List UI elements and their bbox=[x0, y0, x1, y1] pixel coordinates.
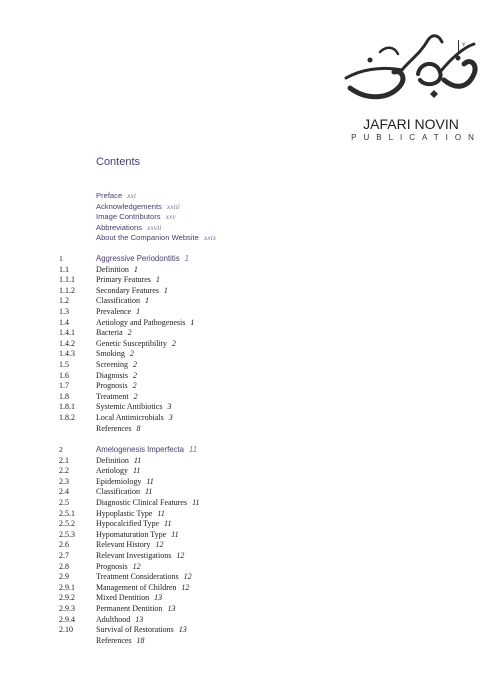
entry-text bbox=[96, 445, 197, 456]
entry-label: Amelogenesis Imperfecta bbox=[96, 445, 184, 454]
front-matter-item[interactable] bbox=[96, 202, 216, 213]
entry-number: 2.10 bbox=[59, 625, 73, 635]
entry-page: 1 bbox=[184, 254, 189, 263]
entry-label: Systemic Antibiotics bbox=[96, 402, 163, 412]
entry-text bbox=[96, 625, 187, 636]
entry-text bbox=[96, 424, 141, 435]
entry-number: 2.2 bbox=[59, 466, 69, 476]
entry-page: 11 bbox=[133, 466, 141, 476]
entry-text bbox=[96, 636, 145, 647]
entry-label: Genetic Susceptibility bbox=[96, 338, 167, 348]
entry-number: 2.5.2 bbox=[59, 519, 75, 529]
entry-label: Relevant Investigations bbox=[96, 550, 172, 560]
entry-page: 11 bbox=[157, 508, 165, 518]
entry-label: Survival of Restorations bbox=[96, 625, 174, 635]
entry-number: 1.4.1 bbox=[59, 328, 75, 338]
entry-text bbox=[96, 307, 140, 318]
entry-label: Epidemiology bbox=[96, 476, 142, 486]
entry-page: 8 bbox=[136, 423, 141, 433]
entry-label: Definition bbox=[96, 455, 129, 465]
entry-number: 2.5.1 bbox=[59, 508, 75, 518]
entry-number: 1.1 bbox=[59, 264, 69, 274]
entry-page: 2 bbox=[133, 370, 137, 380]
entry-page: 1 bbox=[190, 317, 195, 327]
entry-label: Primary Features bbox=[96, 275, 151, 285]
entry-text bbox=[96, 477, 154, 488]
entry-label: Prevalence bbox=[96, 306, 132, 316]
entry-number: 2.9.1 bbox=[59, 582, 75, 592]
entry-label: Mixed Dentition bbox=[96, 593, 150, 603]
entry-page: 2 bbox=[133, 391, 138, 401]
entry-number: 2.9.3 bbox=[59, 603, 75, 613]
entry-text bbox=[96, 275, 160, 286]
entry-number: 1.1.2 bbox=[59, 285, 75, 295]
entry-page: 13 bbox=[154, 593, 163, 603]
entry-text bbox=[96, 604, 175, 615]
entry-page: xxix bbox=[203, 233, 217, 243]
entry-label: Hypocalcified Type bbox=[96, 519, 160, 529]
entry-label: Screening bbox=[96, 359, 128, 369]
entry-label: Adulthood bbox=[96, 614, 131, 624]
entry-text bbox=[96, 381, 137, 392]
front-matter-list bbox=[96, 191, 216, 244]
entry-page: xxiii bbox=[166, 201, 180, 211]
entry-page: 1 bbox=[163, 285, 168, 295]
entry-number: 2.3 bbox=[59, 476, 69, 486]
entry-text bbox=[96, 456, 141, 467]
entry-text bbox=[96, 371, 137, 382]
entry-text bbox=[96, 540, 163, 551]
entry-text bbox=[96, 318, 194, 329]
entry-label: Preface bbox=[96, 191, 123, 200]
front-matter-item[interactable] bbox=[96, 191, 216, 202]
entry-number: 2.4 bbox=[59, 487, 69, 497]
entry-page: 13 bbox=[178, 625, 187, 635]
entry-label: References bbox=[96, 423, 132, 433]
entry-page: xxvii bbox=[147, 222, 162, 232]
entry-text bbox=[96, 286, 168, 297]
entry-page: 13 bbox=[135, 614, 144, 624]
entry-label: Treatment Considerations bbox=[96, 572, 179, 582]
entry-number: 2.5.3 bbox=[59, 529, 75, 539]
entry-label: About the Companion Website bbox=[96, 233, 199, 243]
entry-text bbox=[96, 413, 173, 424]
publisher-brand: JAFARI NOVIN bbox=[363, 116, 459, 132]
entry-label: Acknowledgements bbox=[96, 201, 162, 211]
entry-page: 11 bbox=[188, 445, 198, 454]
entry-label: Diagnosis bbox=[96, 370, 128, 380]
entry-text bbox=[96, 519, 171, 530]
entry-text bbox=[96, 530, 179, 541]
entry-page: 1 bbox=[155, 275, 160, 285]
entry-label: Relevant History bbox=[96, 540, 151, 550]
entry-page: 2 bbox=[171, 338, 176, 348]
entry-page: 18 bbox=[136, 635, 145, 645]
entry-text bbox=[96, 572, 192, 583]
entry-label: Abbreviations bbox=[96, 222, 143, 232]
entry-number: 2.7 bbox=[59, 550, 69, 560]
entry-number: 1.8.2 bbox=[59, 412, 75, 422]
entry-text bbox=[96, 498, 200, 509]
entry-page: 11 bbox=[146, 476, 154, 486]
entry-page: 12 bbox=[181, 582, 190, 592]
entry-number: 2.1 bbox=[59, 455, 69, 465]
entry-page: 1 bbox=[133, 264, 138, 274]
entry-number: 2.9.2 bbox=[59, 593, 75, 603]
entry-text bbox=[96, 509, 165, 520]
entry-text bbox=[96, 296, 149, 307]
entry-number: 1.1.1 bbox=[59, 275, 75, 285]
entry-number: 1.5 bbox=[59, 359, 69, 369]
entry-number: 1.4.3 bbox=[59, 349, 75, 359]
entry-page: 3 bbox=[168, 412, 173, 422]
entry-page: 2 bbox=[133, 359, 137, 369]
entry-page: 2 bbox=[129, 349, 134, 359]
entry-page: 1 bbox=[136, 306, 141, 316]
entry-label: Local Antimicrobials bbox=[96, 412, 164, 422]
entry-label: Aetiology bbox=[96, 466, 128, 476]
entry-number: 1.3 bbox=[59, 306, 69, 316]
entry-text bbox=[96, 254, 189, 265]
entry-text bbox=[96, 349, 134, 360]
entry-label: Management of Children bbox=[96, 582, 177, 592]
entry-page: 3 bbox=[167, 402, 172, 412]
entry-text bbox=[96, 562, 141, 573]
entry-label: Hypoplastic Type bbox=[96, 508, 153, 518]
entry-label: Aetiology and Pathogenesis bbox=[96, 317, 186, 327]
entry-page: 12 bbox=[155, 540, 164, 550]
entry-text bbox=[96, 466, 140, 477]
entry-number: 1.8.1 bbox=[59, 402, 75, 412]
entry-label: Prognosis bbox=[96, 381, 128, 391]
entry-label: Permanent Dentition bbox=[96, 603, 163, 613]
entry-page: 12 bbox=[176, 550, 185, 560]
entry-number: 1.6 bbox=[59, 370, 69, 380]
entry-number: 1.2 bbox=[59, 296, 69, 306]
entry-text bbox=[96, 360, 137, 371]
entry-label: References bbox=[96, 635, 132, 645]
entry-page: 11 bbox=[145, 487, 153, 497]
entry-page: 11 bbox=[192, 497, 200, 507]
entry-number: 2.5 bbox=[59, 497, 69, 507]
entry-number: 1.4.2 bbox=[59, 338, 75, 348]
front-matter-item[interactable] bbox=[96, 212, 216, 223]
entry-number: 2.9.4 bbox=[59, 614, 75, 624]
entry-page: 2 bbox=[132, 381, 137, 391]
entry-text bbox=[96, 339, 176, 350]
entry-page: 11 bbox=[133, 455, 142, 465]
entry-page: 11 bbox=[171, 529, 179, 539]
entry-page: xxi bbox=[127, 191, 137, 200]
entry-page: 12 bbox=[132, 561, 141, 571]
entry-text bbox=[96, 551, 184, 562]
entry-label: Smoking bbox=[96, 349, 125, 359]
entry-label: Definition bbox=[96, 264, 129, 274]
entry-page: 12 bbox=[183, 572, 192, 582]
entry-label: Classification bbox=[96, 487, 140, 497]
page-number: v bbox=[462, 40, 466, 48]
entry-label: Diagnostic Clinical Features bbox=[96, 497, 188, 507]
entry-number: 2.9 bbox=[59, 572, 69, 582]
entry-number: 2 bbox=[59, 445, 63, 454]
entry-text bbox=[96, 328, 132, 339]
entry-label: Bacteria bbox=[96, 328, 123, 338]
entry-page: xxv bbox=[165, 212, 176, 222]
entry-label: Treatment bbox=[96, 391, 129, 401]
entry-text bbox=[96, 487, 152, 498]
entry-label: Hypomaturation Type bbox=[96, 529, 167, 539]
entry-text bbox=[96, 593, 162, 604]
entry-text bbox=[96, 583, 189, 594]
entry-text bbox=[96, 615, 143, 626]
entry-text bbox=[96, 265, 138, 276]
entry-number: 1 bbox=[59, 254, 63, 263]
entry-page: 2 bbox=[127, 328, 132, 338]
entry-text bbox=[96, 402, 171, 413]
entry-number: 2.8 bbox=[59, 561, 69, 571]
entry-label: Aggressive Periodontitis bbox=[96, 254, 180, 263]
publisher-subtitle: PUBLICATION bbox=[351, 133, 481, 142]
entry-number: 2.6 bbox=[59, 540, 69, 550]
entry-label: Classification bbox=[96, 296, 140, 306]
calligraphy-logo-icon bbox=[340, 30, 480, 112]
entry-page: 11 bbox=[164, 519, 172, 529]
front-matter-item[interactable] bbox=[96, 223, 216, 234]
publisher-logo bbox=[336, 30, 486, 148]
entry-number: 1.4 bbox=[59, 317, 69, 327]
entry-page: 1 bbox=[145, 296, 149, 306]
front-matter-item[interactable] bbox=[96, 233, 216, 244]
entry-label: Prognosis bbox=[96, 561, 128, 571]
entry-text bbox=[96, 392, 138, 403]
contents-title: Contents bbox=[96, 156, 141, 168]
entry-number: 1.8 bbox=[59, 391, 69, 401]
entry-label: Secondary Features bbox=[96, 285, 159, 295]
entry-number: 1.7 bbox=[59, 381, 69, 391]
entry-label: Image Contributors bbox=[96, 212, 161, 222]
entry-page: 13 bbox=[167, 603, 176, 613]
